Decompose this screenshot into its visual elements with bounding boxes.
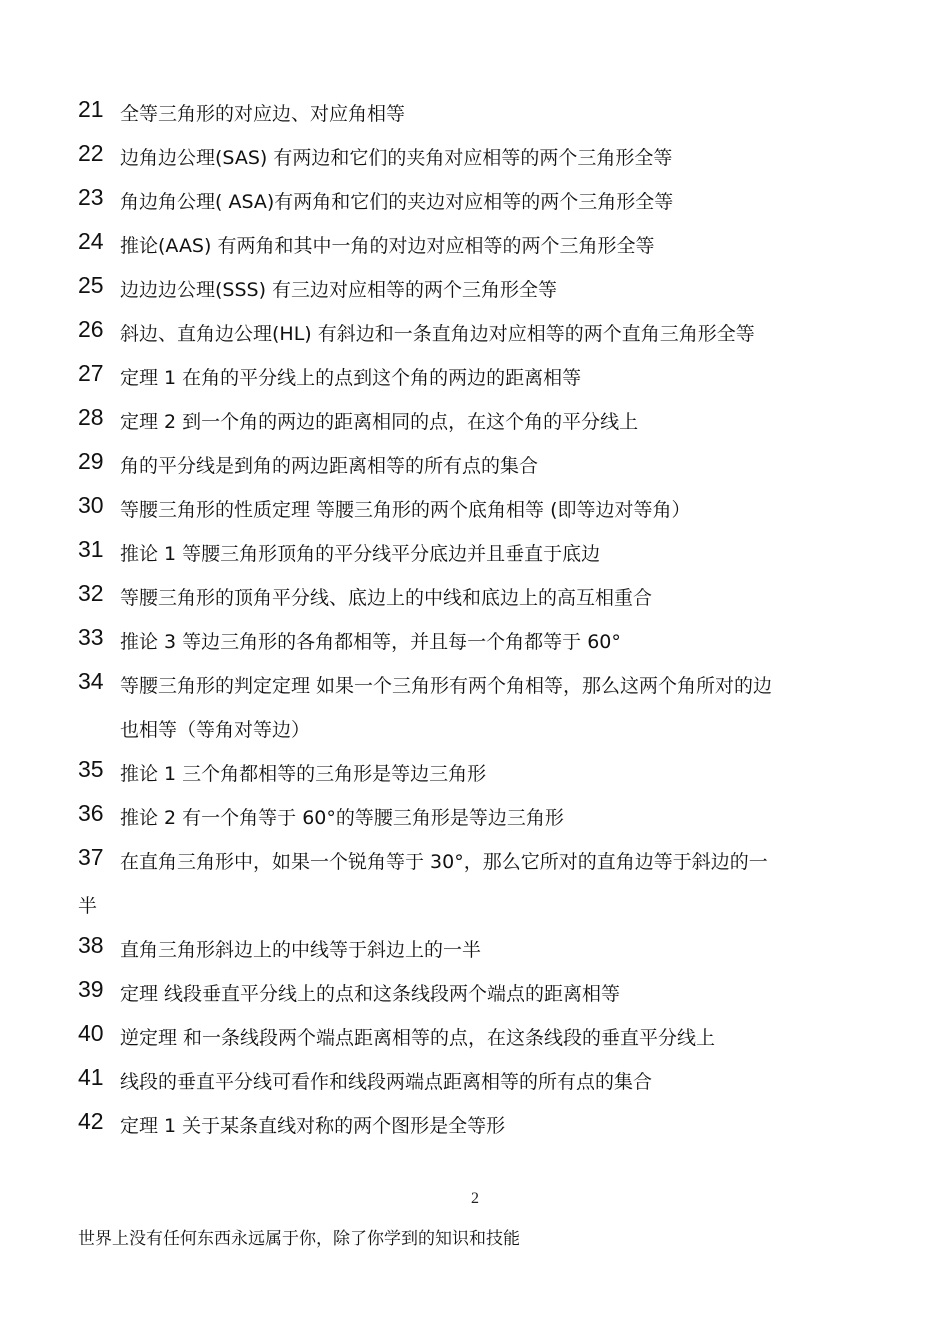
item-number: 35 bbox=[78, 756, 104, 782]
item-text: 角的平分线是到角的两边距离相等的所有点的集合 bbox=[120, 455, 539, 477]
list-item bbox=[78, 224, 878, 268]
list-item bbox=[78, 1060, 878, 1104]
item-number: 22 bbox=[78, 140, 104, 166]
item-number: 31 bbox=[78, 536, 104, 562]
item-number: 29 bbox=[78, 448, 104, 474]
item-text: 等腰三角形的性质定理 等腰三角形的两个底角相等 (即等边对等角） bbox=[120, 499, 691, 521]
item-text: 定理 2 到一个角的两边的距离相同的点，在这个角的平分线上 bbox=[120, 411, 639, 433]
list-item bbox=[78, 796, 878, 840]
list-item bbox=[78, 488, 878, 532]
item-text: 线段的垂直平分线可看作和线段两端点距离相等的所有点的集合 bbox=[120, 1071, 653, 1093]
list-item bbox=[78, 928, 878, 972]
list-item bbox=[78, 840, 878, 928]
item-text: 边角边公理(SAS) 有两边和它们的夹角对应相等的两个三角形全等 bbox=[120, 147, 673, 169]
item-text-continued: 半 bbox=[78, 895, 98, 917]
item-number: 27 bbox=[78, 360, 104, 386]
list-item bbox=[78, 444, 878, 488]
item-number: 26 bbox=[78, 316, 104, 342]
list-item bbox=[78, 576, 878, 620]
item-text: 边边边公理(SSS) 有三边对应相等的两个三角形全等 bbox=[120, 279, 558, 301]
item-number: 25 bbox=[78, 272, 104, 298]
list-item bbox=[78, 400, 878, 444]
list-item bbox=[78, 972, 878, 1016]
item-text: 定理 1 关于某条直线对称的两个图形是全等形 bbox=[120, 1115, 506, 1137]
item-text: 直角三角形斜边上的中线等于斜边上的一半 bbox=[120, 939, 482, 961]
item-text: 逆定理 和一条线段两个端点距离相等的点，在这条线段的垂直平分线上 bbox=[120, 1027, 716, 1049]
list-item bbox=[78, 92, 878, 136]
item-text: 等腰三角形的判定定理 如果一个三角形有两个角相等，那么这两个角所对的边 bbox=[120, 675, 773, 697]
list-item bbox=[78, 620, 878, 664]
list-item bbox=[78, 180, 878, 224]
item-number: 37 bbox=[78, 844, 104, 870]
item-number: 21 bbox=[78, 96, 104, 122]
list-item bbox=[78, 752, 878, 796]
item-number: 36 bbox=[78, 800, 104, 826]
list-item bbox=[78, 664, 878, 752]
list-item bbox=[78, 1104, 878, 1148]
item-number: 38 bbox=[78, 932, 104, 958]
list-item bbox=[78, 312, 878, 356]
theorem-list bbox=[78, 92, 878, 1148]
item-number: 28 bbox=[78, 404, 104, 430]
item-number: 41 bbox=[78, 1064, 104, 1090]
item-text: 推论 3 等边三角形的各角都相等，并且每一个角都等于 60° bbox=[120, 631, 621, 653]
item-text: 定理 线段垂直平分线上的点和这条线段两个端点的距离相等 bbox=[120, 983, 621, 1005]
item-text: 推论 2 有一个角等于 60°的等腰三角形是等边三角形 bbox=[120, 807, 564, 829]
footer-text: 世界上没有任何东西永远属于你，除了你学到的知识和技能 bbox=[78, 1229, 520, 1249]
item-text-continued: 也相等（等角对等边） bbox=[120, 719, 311, 741]
item-text: 推论 1 三个角都相等的三角形是等边三角形 bbox=[120, 763, 487, 785]
page-number: 2 bbox=[471, 1190, 479, 1207]
item-text: 等腰三角形的顶角平分线、底边上的中线和底边上的高互相重合 bbox=[120, 587, 653, 609]
list-item bbox=[78, 532, 878, 576]
item-text: 斜边、直角边公理(HL) 有斜边和一条直角边对应相等的两个直角三角形全等 bbox=[120, 323, 755, 345]
list-item bbox=[78, 1016, 878, 1060]
item-text: 推论(AAS) 有两角和其中一角的对边对应相等的两个三角形全等 bbox=[120, 235, 655, 257]
item-number: 23 bbox=[78, 184, 104, 210]
list-item bbox=[78, 136, 878, 180]
item-number: 34 bbox=[78, 668, 104, 694]
list-item bbox=[78, 268, 878, 312]
item-number: 42 bbox=[78, 1108, 104, 1134]
item-text: 角边角公理( ASA)有两角和它们的夹边对应相等的两个三角形全等 bbox=[120, 191, 674, 213]
item-number: 32 bbox=[78, 580, 104, 606]
item-number: 39 bbox=[78, 976, 104, 1002]
item-number: 30 bbox=[78, 492, 104, 518]
item-number: 24 bbox=[78, 228, 104, 254]
item-number: 40 bbox=[78, 1020, 104, 1046]
item-number: 33 bbox=[78, 624, 104, 650]
item-text: 定理 1 在角的平分线上的点到这个角的两边的距离相等 bbox=[120, 367, 582, 389]
item-text: 推论 1 等腰三角形顶角的平分线平分底边并且垂直于底边 bbox=[120, 543, 601, 565]
item-text: 在直角三角形中，如果一个锐角等于 30°，那么它所对的直角边等于斜边的一 bbox=[120, 851, 768, 873]
list-item bbox=[78, 356, 878, 400]
item-text: 全等三角形的对应边、对应角相等 bbox=[120, 103, 406, 125]
